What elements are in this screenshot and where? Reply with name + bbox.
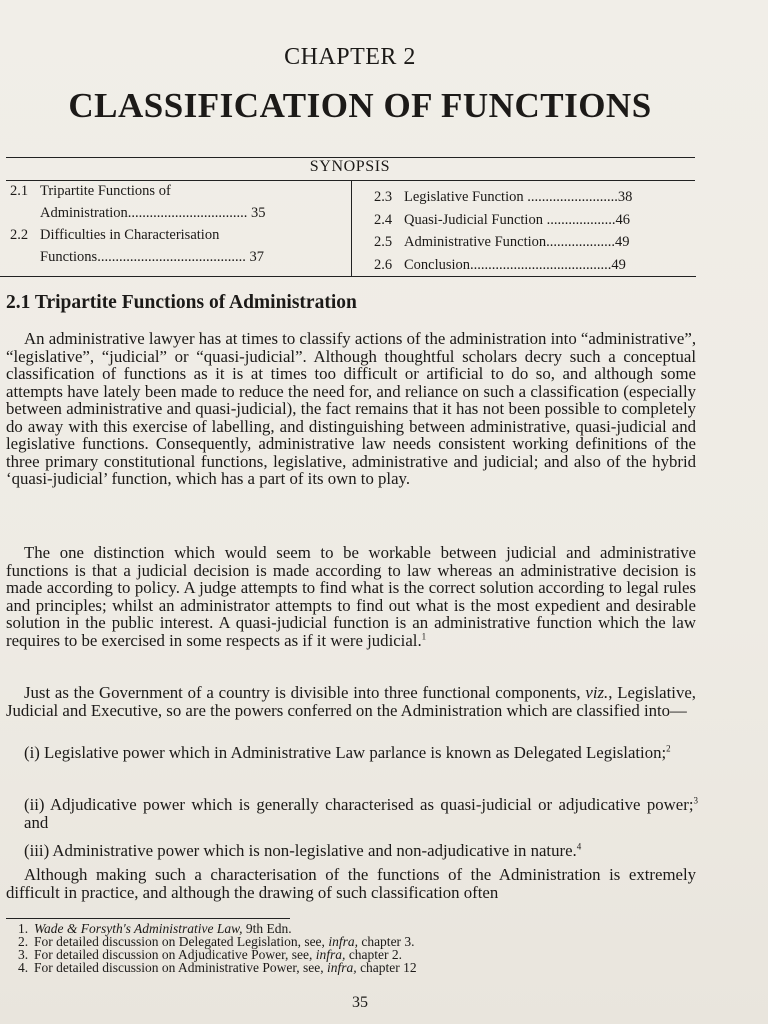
list-item — [6, 744, 698, 762]
synopsis-entry[interactable] — [374, 254, 696, 277]
synopsis-entry[interactable] — [374, 186, 696, 209]
list-item-text: (ii) Adjudicative power which is generally characterised as quasi-judicial or adjudicative power; — [24, 795, 694, 814]
paragraph-1 — [6, 330, 696, 488]
footnote-ref[interactable]: 3 — [693, 795, 698, 806]
synopsis-entry-number: 2.6 — [374, 256, 393, 273]
footnote-text: chapter 3. — [357, 934, 415, 949]
synopsis-entry-title: Difficulties in Characterisation — [40, 227, 220, 243]
footnote-italic: infra, — [328, 934, 358, 949]
list-item-text: (i) Legislative power which in Administrative Law parlance is known as Delegated Legislation; — [24, 743, 667, 762]
footnote-text: 9th Edn. — [242, 921, 292, 936]
paragraph-text: The one distinction which would seem to be workable between judicial and administrative functions is that a judicial decision is made according to law whereas an administrative decision is made according to policy. A judge attempts to find what is the correct solution according to legal rules and principles; whilst an administrator attempts to find out what is the most expedient and desirable solution in the public interest. A quasi-judicial function is an administrative function which the law requires to be exercised in some respects as if it were judicial. — [6, 543, 696, 650]
footnote-italic: Wade & Forsyth's Administrative Law, — [34, 921, 243, 936]
footnote-ref[interactable]: 4 — [576, 841, 582, 852]
synopsis-bottom-rule — [0, 276, 696, 277]
footnote-mark: 4. — [18, 960, 29, 975]
footnote-italic: infra, — [327, 960, 357, 975]
synopsis-entry-number: 2.1 — [10, 183, 29, 199]
synopsis-entry[interactable] — [10, 224, 345, 246]
synopsis-heading: SYNOPSIS — [309, 158, 391, 175]
list-item — [6, 796, 698, 831]
footnote-italic: infra, — [315, 947, 346, 962]
synopsis-entry-title: Legislative Function .........................38 — [404, 189, 633, 205]
footnote-rule — [6, 918, 290, 919]
footnote-mark: 2. — [18, 934, 29, 949]
section-heading: 2.1 Tripartite Functions of Administration — [6, 292, 357, 313]
list-item-text: (iii) Administrative power which is non-legislative and non-adjudicative in nature. — [24, 841, 577, 860]
synopsis-entry-continuation: Functions......................................... 37 — [40, 249, 264, 265]
paragraph-4 — [6, 866, 696, 901]
footnote-mark: 3. — [18, 947, 29, 962]
synopsis-entry-number: 2.3 — [374, 189, 393, 205]
synopsis-entry[interactable] — [374, 231, 696, 254]
paragraph-text: , Legislative, Judicial and Executive, so are the powers conferred on the Administration which are classified into— — [6, 683, 696, 720]
chapter-label: CHAPTER 2 — [284, 44, 416, 70]
paragraph-text: Just as the Government of a country is divisible into three functional components, — [24, 683, 581, 702]
synopsis-entry-title: Quasi-Judicial Function ...................46 — [404, 211, 630, 228]
footnote-text: chapter 12 — [356, 960, 417, 975]
footnote-ref[interactable]: 2 — [666, 743, 671, 754]
footnote-ref[interactable]: 1 — [421, 630, 427, 641]
footnote — [18, 960, 417, 975]
synopsis-entry-number: 2.2 — [10, 227, 29, 243]
synopsis-entry[interactable] — [10, 180, 345, 202]
footnote-text: For detailed discussion on Administrative Power, see, — [34, 960, 328, 975]
synopsis-entry-continuation: Administration................................. 35 — [40, 205, 266, 221]
footnotes — [18, 921, 417, 975]
synopsis-right-column — [374, 186, 696, 276]
synopsis-entry-number: 2.5 — [374, 234, 393, 250]
footnote-text: For detailed discussion on Adjudicative Power, see, — [34, 947, 316, 962]
paragraph-3 — [6, 684, 696, 719]
paragraph-text: Although making such a characterisation of the functions of the Administration is extremely difficult in practice, and although the drawing of such classification often — [6, 865, 696, 902]
footnote-text: chapter 2. — [345, 947, 403, 962]
page-number: 35 — [352, 994, 368, 1011]
footnote-text: For detailed discussion on Delegated Legislation, see, — [34, 934, 329, 949]
paragraph-text: An administrative lawyer has at times to classify actions of the administration into “administrative”, “legislative”, “judicial” or “quasi-judicial”. Although thoughtful scholars decry such a conceptual classification of functions as it is at times too difficult or artificial to do so, and although some attempts have lately been made to reduce the need for, and reliance on such a classification (especially between administrative and quasi-judicial), the fact remains that it has not been possible to completely do away with this exercise of labelling, and distinguishing between administrative, quasi-judicial and legislative functions. Consequently, administrative law needs consistent working definitions of the three primary constitutional functions, legislative, administrative and judicial; and also of the hybrid ‘quasi-judicial’ function, which has a part of its own to play. — [6, 329, 697, 488]
synopsis-entry[interactable] — [374, 209, 696, 232]
paragraph-2 — [6, 544, 696, 649]
synopsis-entry-title: Conclusion.......................................49 — [404, 256, 626, 273]
list-item-text: and — [24, 812, 49, 832]
paragraph-italic: viz. — [585, 683, 609, 702]
footnote-mark: 1. — [18, 921, 29, 936]
chapter-title: CLASSIFICATION OF FUNCTIONS — [68, 86, 652, 125]
synopsis-entry-number: 2.4 — [374, 211, 393, 228]
synopsis-divider — [351, 180, 352, 276]
list-item — [6, 842, 698, 860]
synopsis-entry-title: Tripartite Functions of — [40, 183, 171, 199]
synopsis-entry-title: Administrative Function...................49 — [404, 234, 630, 250]
synopsis-left-column — [10, 180, 345, 268]
